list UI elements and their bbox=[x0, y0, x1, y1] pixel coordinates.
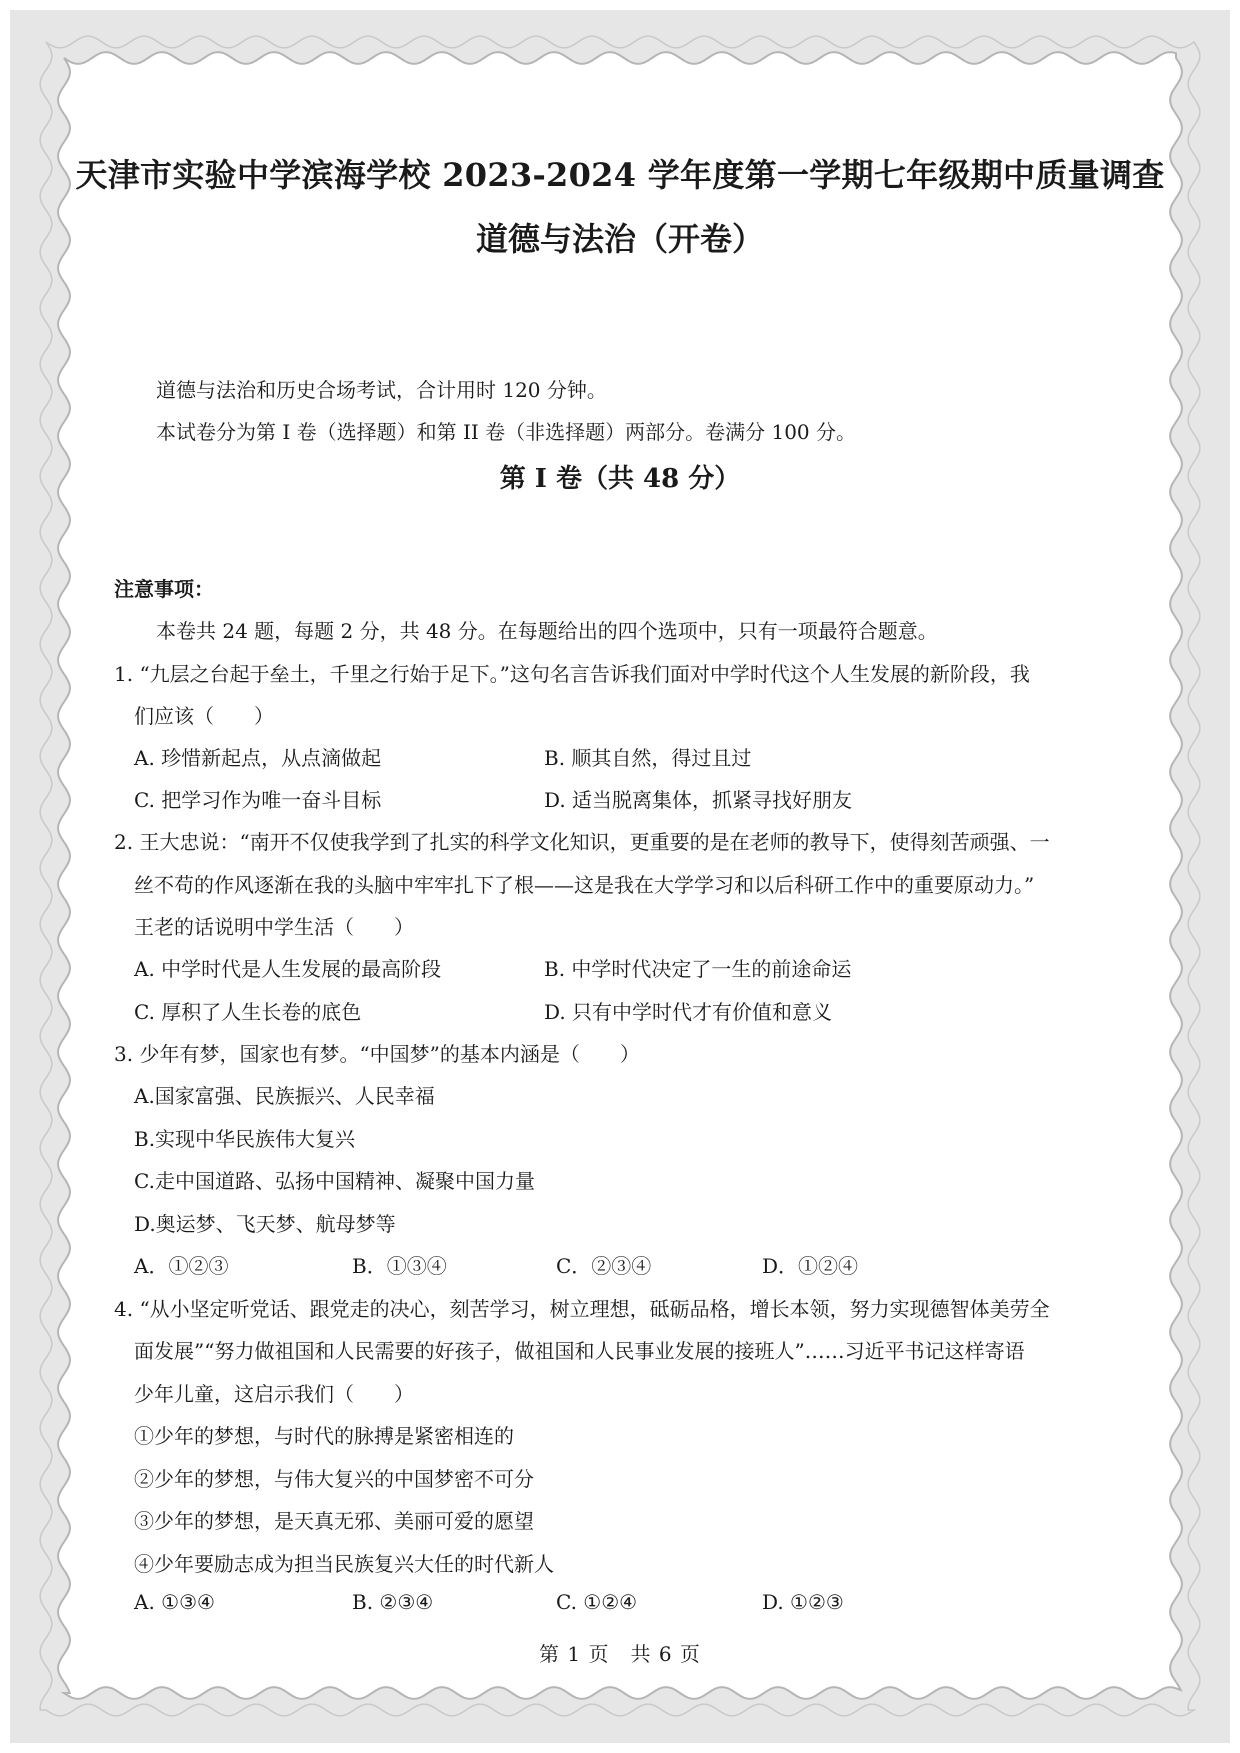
option: B. 中学时代决定了一生的前途命运 bbox=[544, 957, 852, 981]
question-stem: 1. “九层之台起于垒土，千里之行始于足下。”这句名言告诉我们面对中学时代这个人生发展的新阶段，我 bbox=[114, 662, 1030, 686]
statement: B.实现中华民族伟大复兴 bbox=[134, 1127, 356, 1151]
statement: ④少年要励志成为担当民族复兴大任的时代新人 bbox=[134, 1552, 554, 1576]
option: A. 珍惜新起点，从点滴做起 bbox=[134, 746, 382, 770]
notice-text: 本卷共 24 题，每题 2 分，共 48 分。在每题给出的四个选项中，只有一项最符合题意。 bbox=[156, 619, 938, 643]
statement: ③少年的梦想，是天真无邪、美丽可爱的愿望 bbox=[134, 1509, 534, 1533]
question-stem: 4. “从小坚定听党话、跟党走的决心，刻苦学习，树立理想，砥砺品格，增长本领，努力实现德智体美劳全 bbox=[114, 1297, 1050, 1321]
option: C. 厚积了人生长卷的底色 bbox=[134, 1000, 362, 1024]
notice-label: 注意事项： bbox=[114, 577, 214, 601]
option: A. 中学时代是人生发展的最高阶段 bbox=[134, 957, 442, 981]
option: C. 把学习作为唯一奋斗目标 bbox=[134, 788, 382, 812]
option: D．①②④ bbox=[762, 1254, 859, 1278]
option: A．①②③ bbox=[134, 1254, 229, 1278]
statement: A.国家富强、民族振兴、人民幸福 bbox=[134, 1084, 435, 1108]
statement: C.走中国道路、弘扬中国精神、凝聚中国力量 bbox=[134, 1169, 535, 1193]
option: A. ①③④ bbox=[134, 1590, 215, 1614]
question-stem: 3. 少年有梦，国家也有梦。“中国梦”的基本内涵是（ ） bbox=[114, 1042, 640, 1066]
intro-line: 本试卷分为第 I 卷（选择题）和第 II 卷（非选择题）两部分。卷满分 100 分。 bbox=[156, 420, 857, 444]
question-stem: 丝不苟的作风逐渐在我的头脑中牢牢扎下了根——这是我在大学学习和以后科研工作中的重要原动力。” bbox=[134, 873, 1035, 897]
option: B. ②③④ bbox=[352, 1590, 434, 1614]
question-stem: 们应该（ ） bbox=[134, 704, 274, 728]
statement: ①少年的梦想，与时代的脉搏是紧密相连的 bbox=[134, 1424, 514, 1448]
exam-subtitle: 道德与法治（开卷） bbox=[475, 220, 764, 258]
page-number: 第 1 页 共 6 页 bbox=[539, 1642, 701, 1666]
intro-line: 道德与法治和历史合场考试，合计用时 120 分钟。 bbox=[156, 378, 607, 402]
option: D. 适当脱离集体，抓紧寻找好朋友 bbox=[544, 788, 853, 812]
option: C. ①②④ bbox=[556, 1590, 638, 1614]
exam-page bbox=[70, 58, 1170, 1688]
option: D. 只有中学时代才有价值和意义 bbox=[544, 1000, 833, 1024]
question-stem: 王老的话说明中学生活（ ） bbox=[134, 915, 414, 939]
option: B．①③④ bbox=[352, 1254, 447, 1278]
option: B. 顺其自然，得过且过 bbox=[544, 746, 752, 770]
exam-title: 天津市实验中学滨海学校 2023-2024 学年度第一学期七年级期中质量调查 bbox=[75, 156, 1165, 194]
question-stem: 少年儿童，这启示我们（ ） bbox=[134, 1382, 414, 1406]
section-title: 第 I 卷（共 48 分） bbox=[499, 464, 741, 494]
option: D. ①②③ bbox=[762, 1590, 844, 1614]
option: C．②③④ bbox=[556, 1254, 652, 1278]
statement: ②少年的梦想，与伟大复兴的中国梦密不可分 bbox=[134, 1467, 534, 1491]
statement: D.奥运梦、飞天梦、航母梦等 bbox=[134, 1212, 396, 1236]
question-stem: 面发展”“努力做祖国和人民需要的好孩子，做祖国和人民事业发展的接班人”……习近平书记这样寄语 bbox=[134, 1339, 1025, 1363]
question-stem: 2. 王大忠说：“南开不仅使我学到了扎实的科学文化知识，更重要的是在老师的教导下，使得刻苦顽强、一 bbox=[114, 830, 1050, 854]
